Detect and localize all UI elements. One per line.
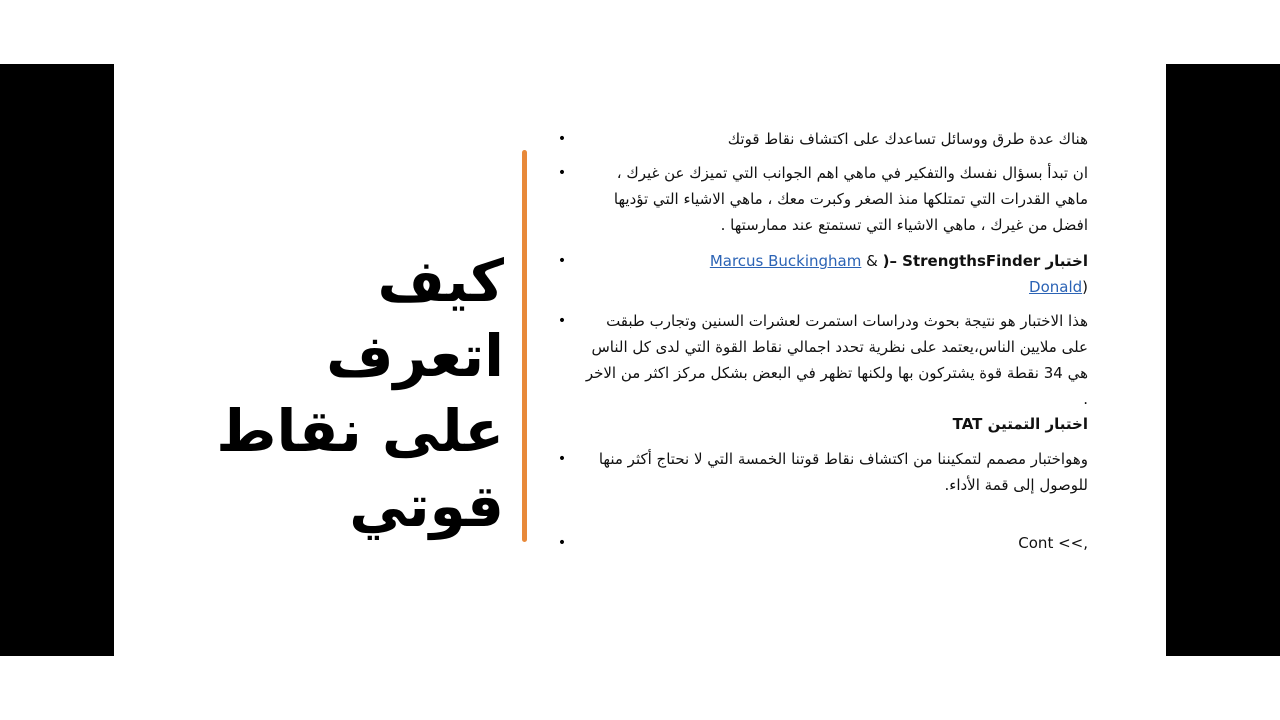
ampersand: &	[861, 252, 883, 270]
letterbox-left	[0, 64, 114, 656]
title-line-1: كيف اتعرف	[326, 247, 504, 390]
slide	[114, 64, 1166, 656]
bullet-item	[554, 126, 1094, 152]
bullet-text: هذا الاختبار هو نتيجة بحوث ودراسات استمرت لعشرات السنين وتجارب طبقت على ملايين الناس،يعتمد على نظرية تحدد اجمالي نقاط القوة التي لدى كل الناس هي 34 نقطة قوة يشتركون بها ولكنها تظهر في البعض بشكل مركز اكثر من الاخر .	[585, 312, 1088, 408]
bullet-text: هناك عدة طرق ووسائل تساعدك على اكتشاف نقاط قوتك	[727, 130, 1088, 148]
bullet-item	[554, 248, 1094, 300]
closing-paren: )	[1082, 278, 1088, 296]
letterbox-right	[1166, 64, 1280, 656]
bullet-dot: •	[557, 313, 567, 329]
title-line-3: قوتي	[349, 472, 504, 540]
bullet-text	[580, 248, 1088, 300]
test-name: اختبار StrengthsFinder –(	[882, 252, 1088, 270]
bullet-dot: •	[557, 131, 567, 147]
author-link-marcus[interactable]: Marcus Buckingham	[709, 252, 862, 270]
bullet-text: وهواختبار مصمم لتمكيننا من اكتشاف نقاط قوتنا الخمسة التي لا نحتاج أكثر منها للوصول إلى قمة الأداء.	[598, 450, 1088, 494]
slide-title	[214, 244, 504, 544]
bullet-list	[554, 126, 1094, 556]
bullet-dot: •	[557, 535, 567, 551]
bullet-text: ان تبدأ بسؤال نفسك والتفكير في ماهي اهم الجوانب التي تميزك عن غيرك ، ماهي القدرات التي تمتلكها منذ الصغر وكبرت معك ، ماهي الاشياء التي تؤديها افضل من غيرك ، ماهي الاشياء التي تستمتع عند ممارستها .	[613, 164, 1088, 234]
author-link-donald[interactable]: Donald	[1029, 278, 1083, 296]
bullet-item	[554, 530, 1094, 556]
bullet-item	[554, 446, 1094, 498]
bullet-item	[554, 160, 1094, 238]
bullet-item	[554, 308, 1094, 412]
bullet-dot: •	[557, 253, 567, 269]
bullet-dot: •	[557, 165, 567, 181]
title-line-2: على نقاط	[216, 397, 504, 465]
bullet-text-cont: Cont <<,	[1018, 534, 1088, 552]
vertical-divider	[522, 150, 527, 542]
bullet-dot: •	[557, 451, 567, 467]
tat-heading: اختبار التمتين TAT	[952, 415, 1088, 433]
